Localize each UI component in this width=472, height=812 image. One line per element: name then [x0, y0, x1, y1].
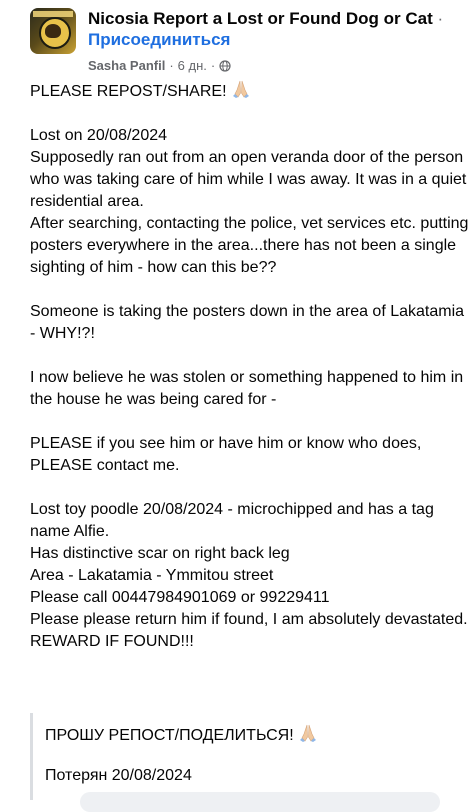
paragraph-2: After searching, contacting the police, vet services etc. putting posters everywhere in the area...there has not been a single sighting of him - how can this be?? [30, 215, 469, 276]
post-meta [88, 58, 231, 74]
details-line-5: Please please return him if found, I am absolutely devastated. [30, 611, 468, 628]
quote-line-1 [45, 723, 318, 747]
meta-separator: · [169, 58, 174, 73]
repost-text: PLEASE REPOST/SHARE! [30, 83, 227, 100]
details-line-1: Lost toy poodle 20/08/2024 - microchipped and has a tag name Alfie. [30, 501, 434, 540]
globe-icon [219, 60, 231, 72]
folded-hands-icon [231, 79, 251, 99]
folded-hands-icon [298, 723, 318, 743]
group-name-link[interactable]: Nicosia Report a Lost or Found Dog or Cat [88, 9, 433, 28]
paragraph-5: PLEASE if you see him or have him or know who does, PLEASE contact me. [30, 435, 422, 474]
paragraph-3: Someone is taking the posters down in the area of Lakatamia - WHY!?! [30, 303, 465, 342]
meta-separator-2: · [210, 58, 216, 73]
post-header [30, 6, 470, 78]
post-body [30, 79, 470, 653]
dog-icon [45, 24, 61, 38]
quote-line-2: Потерян 20/08/2024 [45, 767, 192, 784]
post-time-link[interactable]: 6 дн. [177, 58, 207, 73]
group-avatar[interactable] [30, 8, 76, 54]
details-line-4: Please call 00447984901069 or 99229411 [30, 589, 330, 606]
author-name-link[interactable]: Sasha Panfil [88, 58, 166, 73]
title-separator: · [437, 9, 444, 28]
spacer [30, 411, 470, 433]
spacer [30, 279, 470, 301]
details-line-2: Has distinctive scar on right back leg [30, 545, 290, 562]
post-title-line [88, 8, 468, 50]
spacer [30, 103, 470, 125]
repost-line [30, 79, 470, 103]
paragraph-1: Supposedly ran out from an open veranda door of the person who was taking care of him while I was away. It was in a quiet residential area. [30, 149, 467, 210]
paragraph-4: I now believe he was stolen or something happened to him in the house he was being cared for - [30, 369, 464, 408]
lost-on-line: Lost on 20/08/2024 [30, 127, 168, 144]
quote-text-1: ПРОШУ РЕПОСТ/ПОДЕЛИТЬСЯ! [45, 727, 294, 744]
translation-quote [30, 713, 472, 800]
join-group-link[interactable]: Присоединиться [88, 30, 231, 49]
details-line-3: Area - Lakatamia - Ymmitou street [30, 567, 274, 584]
spacer [30, 477, 470, 499]
details-line-6: REWARD IF FOUND!!! [30, 633, 194, 650]
spacer [30, 345, 470, 367]
comment-bar-edge[interactable] [80, 792, 440, 812]
